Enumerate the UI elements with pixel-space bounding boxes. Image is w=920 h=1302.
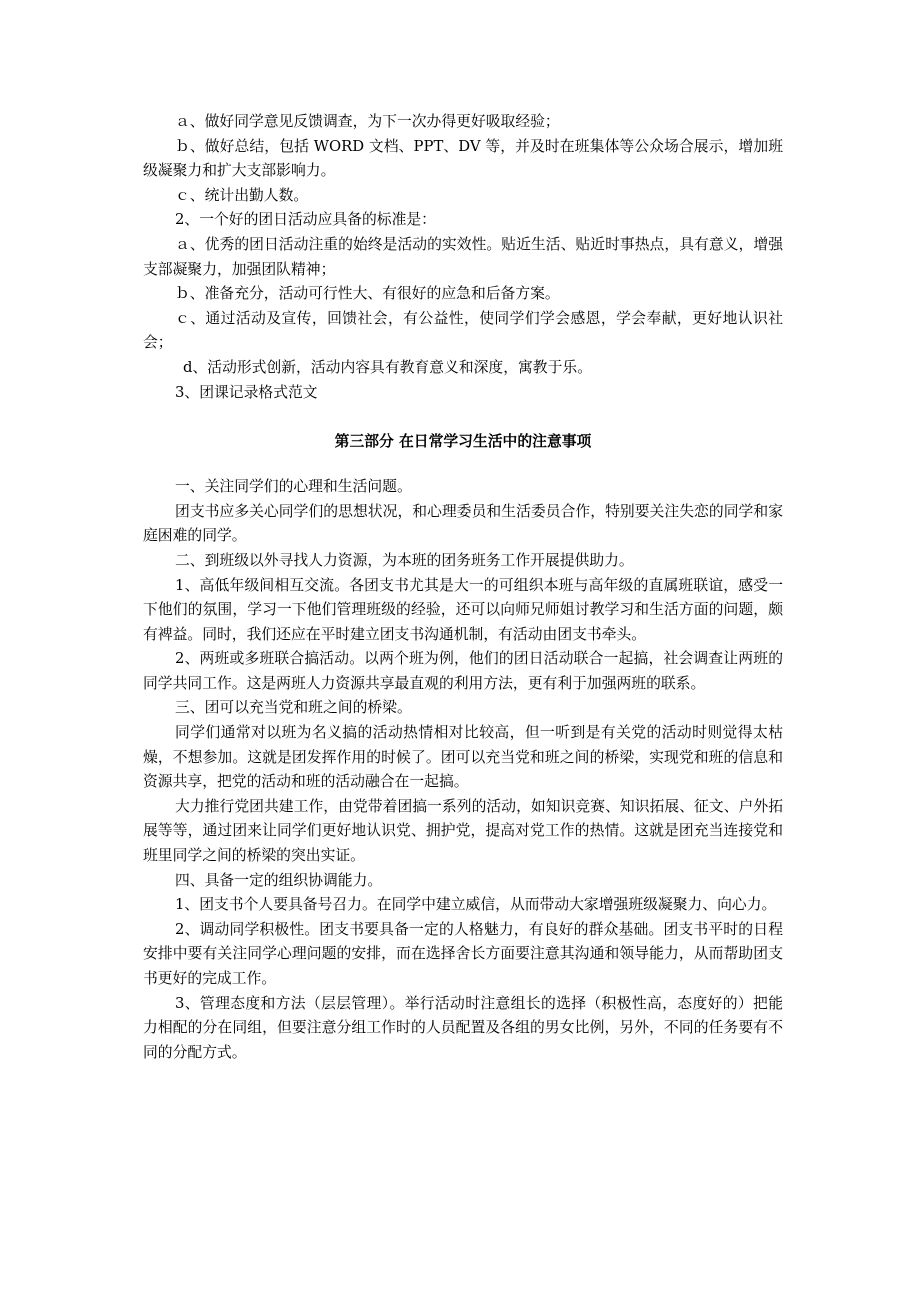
standard-b: ｂ、准备充分，活动可行性大、有很好的应急和后备方案。	[175, 285, 560, 303]
item-c-attendance: ｃ、统计出勤人数。	[175, 186, 309, 204]
section-heading-part3: 第三部分 在日常学习生活中的注意事项	[334, 433, 592, 451]
paragraph: 团支书应多关心同学们的思想状况，和心理委员和生活委员合作，特别要关注失恋的同学和家庭困难的同学。	[143, 502, 783, 545]
paragraph: 同学们通常对以班为名义搞的活动热情相对比较高，但一听到是有关党的活动时则觉得太枯燥，不想参加。这就是团发挥作用的时候了。团可以充当党和班之间的桥梁，实现党和班的信息和资源共享，把党的活动和班的活动融合在一起搞。	[143, 724, 783, 791]
paragraph: 三、团可以充当党和班之间的桥梁。	[175, 699, 412, 717]
paragraph: 大力推行党团共建工作，由党带着团搞一系列的活动，如知识竞赛、知识拓展、征文、户外拓展等等，通过团来让同学们更好地认识党、拥护党，提高对党工作的热情。这就是团充当连接党和班里同学之间的桥梁的突出实证。	[143, 797, 783, 865]
standard-c: ｃ、通过活动及宣传，回馈社会，有公益性，使同学们学会感恩，学会奉献，更好地认识社会；	[143, 309, 783, 352]
paragraph: 一、关注同学们的心理和生活问题。	[175, 478, 412, 496]
standard-a: ａ、优秀的团日活动注重的始终是活动的实效性。贴近生活、贴近时事热点，具有意义，增强支部凝聚力，加强团队精神；	[143, 235, 783, 278]
paragraph: 1、高低年级间相互交流。各团支书尤其是大一的可组织本班与高年级的直属班联谊，感受一下他们的氛围，学习一下他们管理班级的经验，还可以向师兄师姐讨教学习和生活方面的问题，颇有裨益。同时，我们还应在平时建立团支书沟通机制，有活动由团支书牵头。	[143, 576, 783, 643]
item-b-summary: ｂ、做好总结，包括 WORD 文档、PPT、DV 等，并及时在班集体等公众场合展示，增加班级凝聚力和扩大支部影响力。	[143, 137, 783, 180]
standard-title: 2、一个好的团日活动应具备的标准是：	[175, 211, 436, 229]
standard-d: d、活动形式创新，活动内容具有教育意义和深度，寓教于乐。	[183, 358, 592, 376]
paragraph: 2、调动同学积极性。团支书要具备一定的人格魅力，有良好的群众基础。团支书平时的日程安排中要有关注同学心理问题的安排，而在选择舍长方面要注意其沟通和领导能力，从而帮助团支书更好的完成工作。	[143, 920, 783, 987]
document-body	[143, 110, 783, 1065]
paragraph: 2、两班或多班联合搞活动。以两个班为例，他们的团日活动联合一起搞，社会调查让两班的同学共同工作。这是两班人力资源共享最直观的利用方法，更有利于加强两班的联系。	[143, 650, 783, 692]
paragraph: 1、团支书个人要具备号召力。在同学中建立威信，从而带动大家增强班级凝聚力、向心力。	[175, 896, 777, 914]
item-3-record-format: 3、团课记录格式范文	[175, 383, 318, 401]
paragraph: 四、具备一定的组织协调能力。	[175, 871, 383, 889]
paragraph: 二、到班级以外寻找人力资源，为本班的团务班务工作开展提供助力。	[175, 551, 634, 569]
item-a-feedback: ａ、做好同学意见反馈调查，为下一次办得更好吸取经验；	[175, 113, 560, 130]
paragraph: 3、管理态度和方法（层层管理）。举行活动时注意组长的选择（积极性高，态度好的）把能力相配的分在同组，但要注意分组工作时的人员配置及各组的男女比例，另外，不同的任务要有不同的分配方式。	[143, 994, 783, 1061]
